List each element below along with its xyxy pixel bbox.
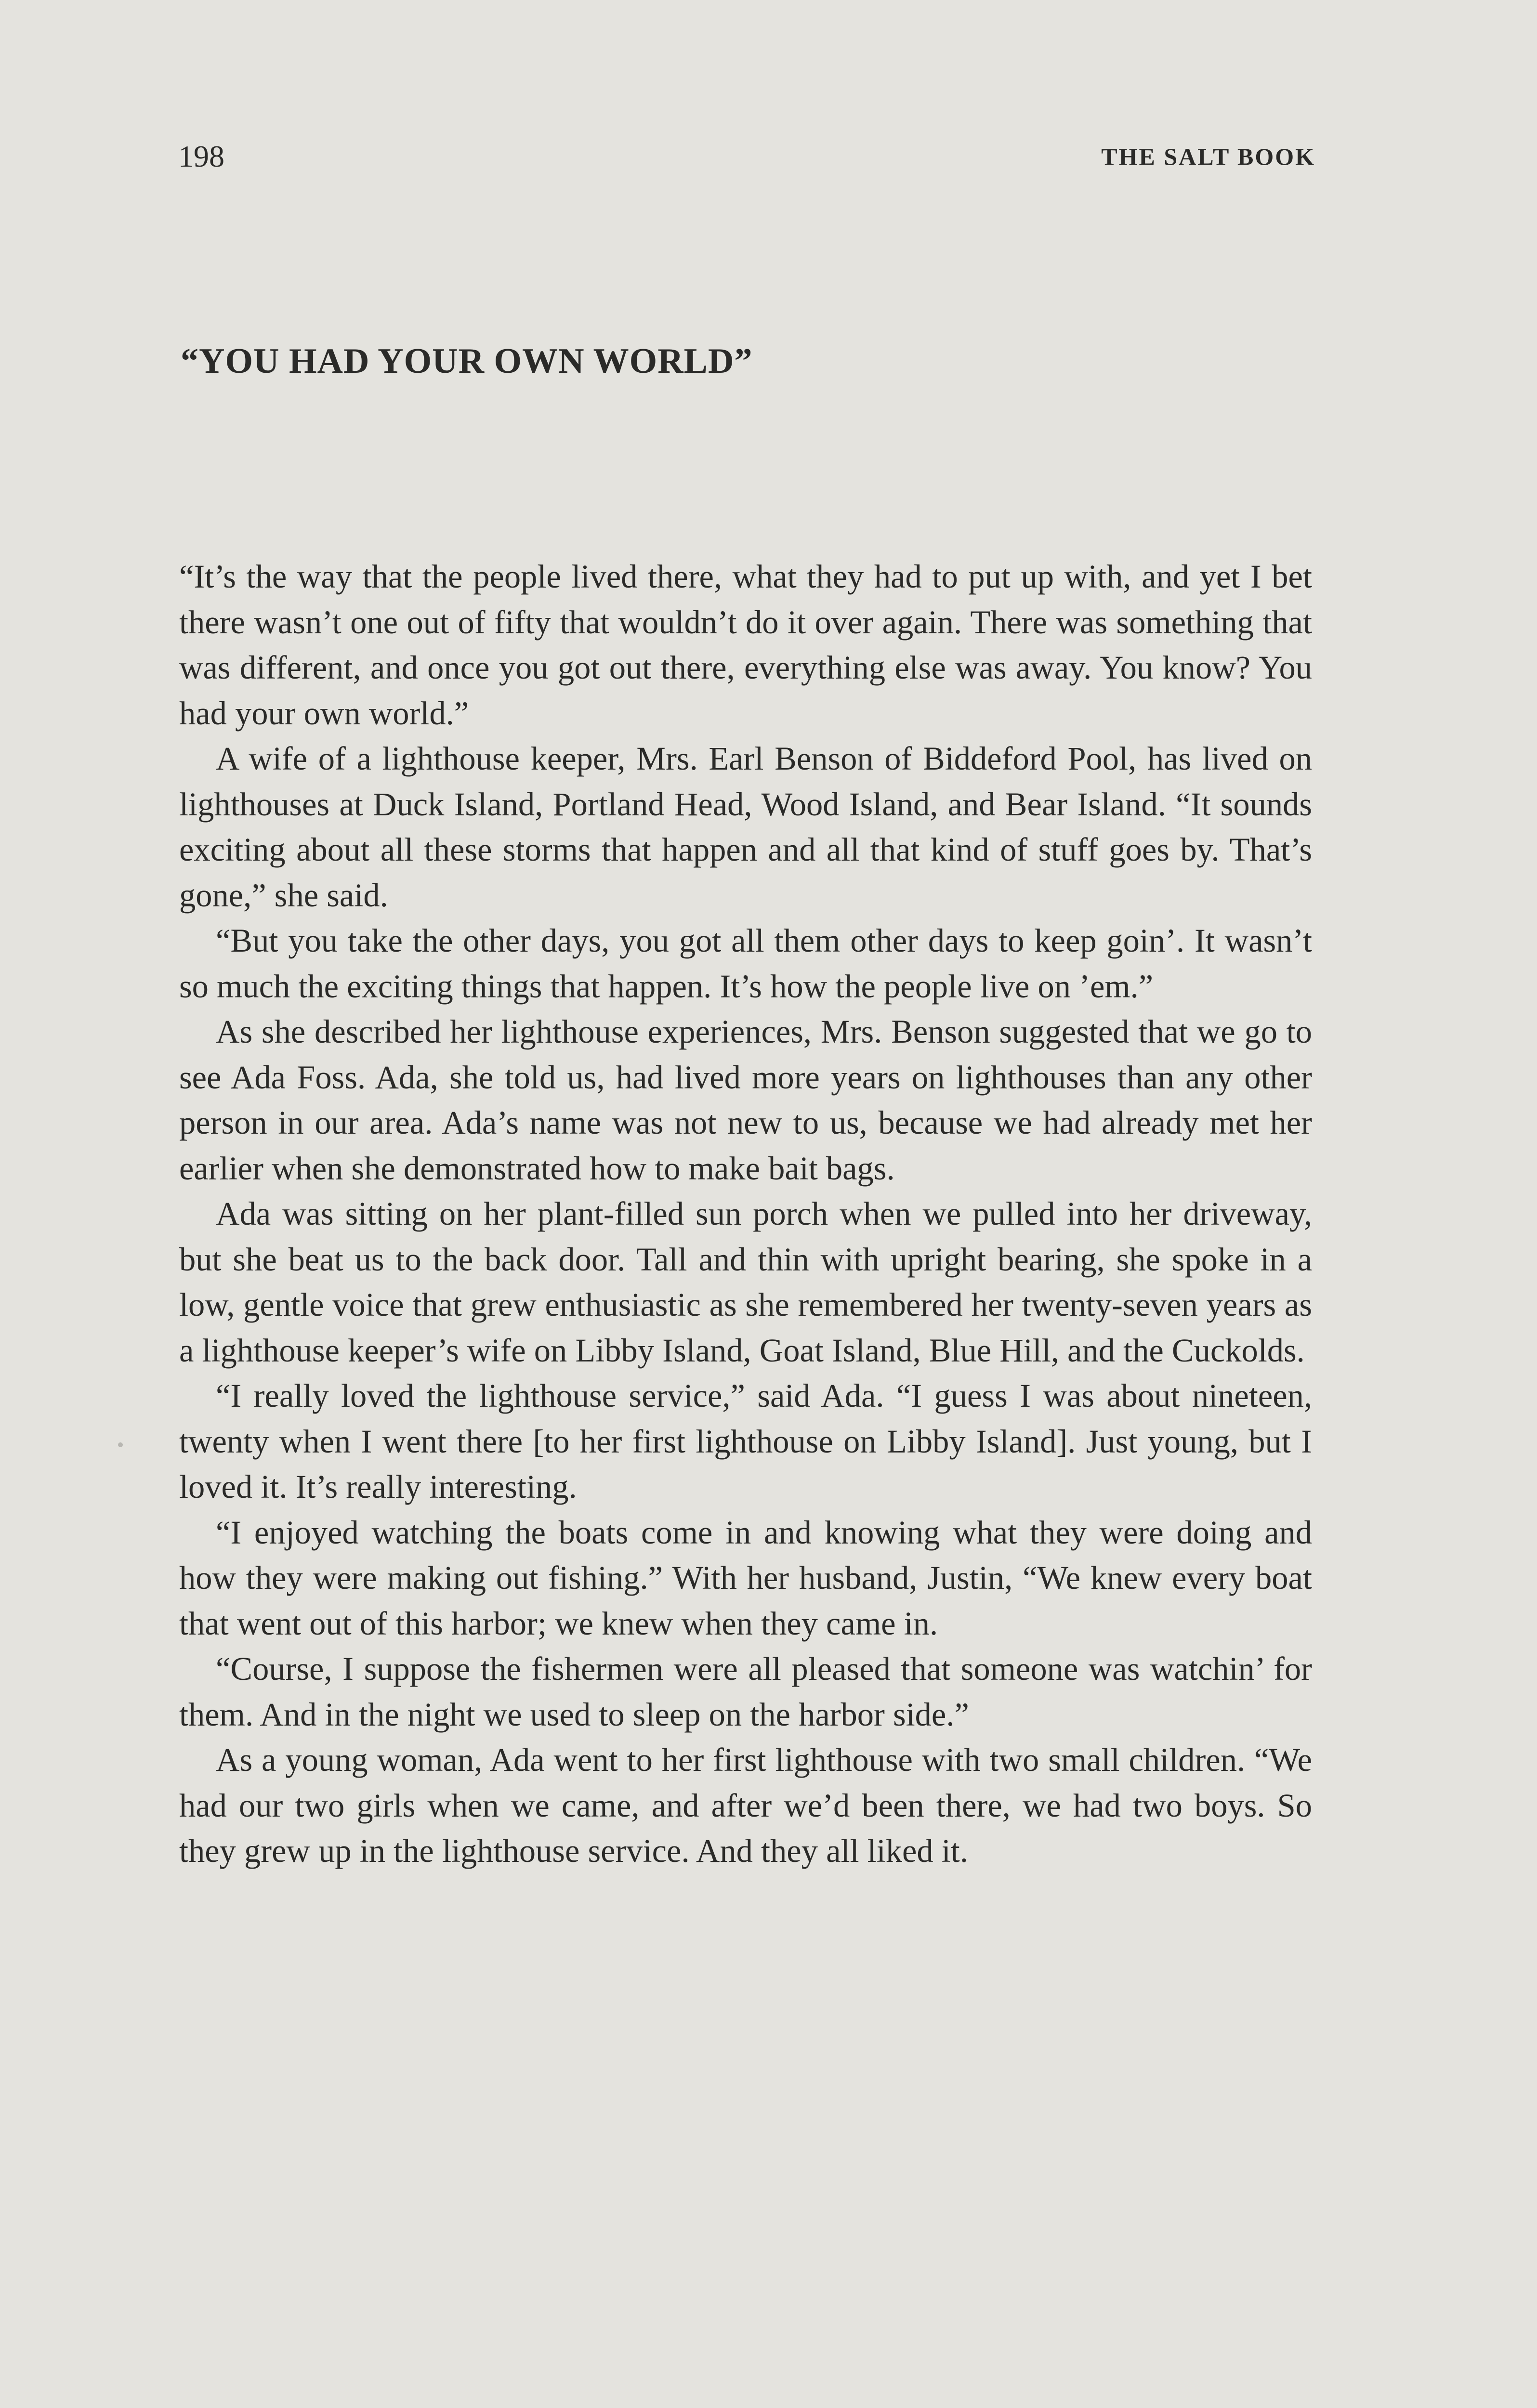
paper-speck — [118, 1442, 123, 1447]
running-head: THE SALT BOOK — [1101, 143, 1315, 170]
paragraph: A wife of a lighthouse keeper, Mrs. Earl Benson of Biddeford Pool, has lived on lighthouses at Duck Island, Portland Head, Wood Island, and Bear Island. “It sounds exciting about all these storms that happen and all that kind of stuff goes by. That’s gone,” she said. — [179, 740, 1312, 914]
paragraph: As a young woman, Ada went to her first lighthouse with two small children. “We had our two girls when we came, and after we’d been there, we had two boys. So they grew up in the lighthouse service. And they all liked it. — [179, 1741, 1312, 1869]
paragraph: “I really loved the lighthouse service,” said Ada. “I guess I was about nineteen, twenty when I went there [to her first lighthouse on Libby Island]. Just young, but I loved it. It’s really interesting. — [179, 1377, 1312, 1505]
paragraph: “But you take the other days, you got all them other days to keep goin’. It wasn’t so much the exciting things that happen. It’s how the people live on ’em.” — [179, 922, 1312, 1005]
page-header — [178, 135, 1315, 178]
body-text — [179, 554, 1312, 1874]
paragraph: “It’s the way that the people lived there, what they had to put up with, and yet I bet there wasn’t one out of fifty that wouldn’t do it over again. There was something that was different, and once you got out there, everything else was away. You know? You had your own world.” — [179, 558, 1312, 732]
chapter-title: “YOU HAD YOUR OWN WORLD” — [181, 341, 753, 381]
page-number: 198 — [178, 139, 224, 173]
paragraph: “Course, I suppose the fishermen were all pleased that someone was watchin’ for them. And in the night we used to sleep on the harbor side.” — [179, 1650, 1312, 1733]
paragraph: “I enjoyed watching the boats come in and knowing what they were doing and how they were making out fishing.” With her husband, Justin, “We knew every boat that went out of this harbor; we knew when they came in. — [179, 1514, 1312, 1642]
paragraph: As she described her lighthouse experiences, Mrs. Benson suggested that we go to see Ada Foss. Ada, she told us, had lived more years on lighthouses than any other person in our area. Ada’s name was not new to us, because we had already met her earlier when she demonstrated how to make bait bags. — [179, 1013, 1312, 1187]
paragraph: Ada was sitting on her plant-filled sun porch when we pulled into her driveway, but she beat us to the back door. Tall and thin with upright bearing, she spoke in a low, gentle voice that grew enthusiastic as she remembered her twenty-seven years as a lighthouse keeper’s wife on Libby Island, Goat Island, Blue Hill, and the Cuckolds. — [179, 1195, 1312, 1369]
